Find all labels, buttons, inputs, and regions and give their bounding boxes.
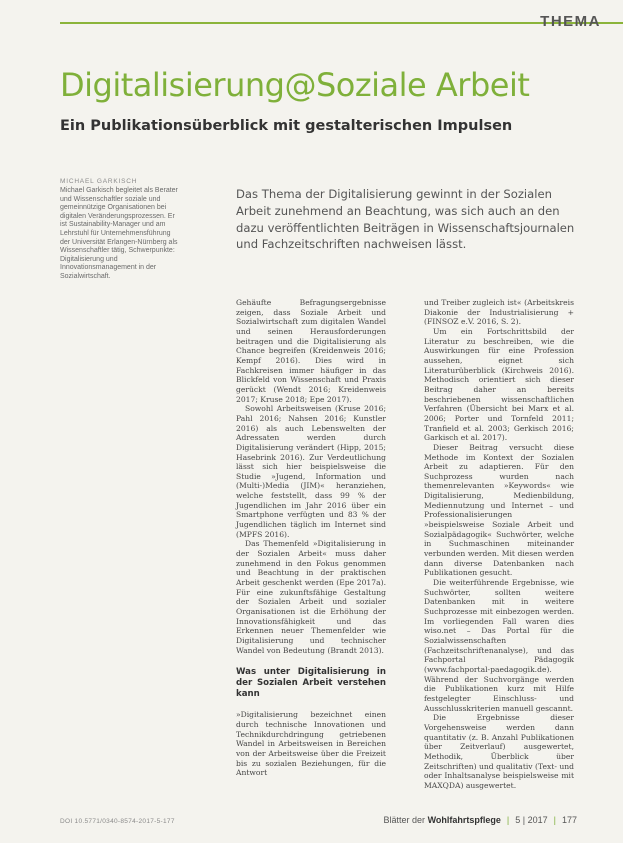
section-heading: Was unter Digitalisierung in der Sozialen Arbeit verstehen kann — [236, 667, 386, 700]
footer-separator: | — [506, 815, 510, 825]
body-paragraph: Die Ergebnisse dieser Vorgehensweise werden dann quantitativ (z. B. Anzahl Publikationen über Zeitverlauf) ausgewertet, Methodik, Überblick über Zeitschriften) und qualitativ (Text- und oder Inhaltsanalyse beispielsweise mit MAXQDA) ausgewertet. — [424, 713, 574, 790]
body-paragraph: Dieser Beitrag versucht diese Methode im Kontext der Sozialen Arbeit zu adaptieren. Für den Suchprozess wurden nach themenrelevanten »Keywords« wie Digitalisierung, Medienbildung, Mediennutzung und Internet – und Professionalisierungen »beispielsweise Soziale Arbeit und Sozialpädagogik« Suchwörter, welche in Suchmaschinen miteinander verbunden werden. Mit diesen werden dann diverse Datenbanken nach Publikationen gesucht. — [424, 442, 574, 578]
section-tag: THEMA — [540, 13, 601, 30]
body-paragraph: und Treiber zugleich ist« (Arbeitskreis Diakonie der Industrialisierung + (FINSOZ e.V. 2016, S. 2). — [424, 298, 574, 327]
body-column-1 — [236, 298, 386, 778]
article-title: Digitalisierung@Soziale Arbeit — [60, 66, 530, 104]
page-number: 177 — [561, 815, 577, 825]
body-paragraph: Sowohl Arbeitsweisen (Kruse 2016; Pahl 2016; Nahsen 2016; Kunstler 2016) als auch Lebenswelten der Adressaten werden durch Digitalisierung verändert (Hipp, 2015; Hasebrink 2016). Zur Verdeutlichung lässt sich hier beispielsweise die Studie »Jugend, Information und (Multi-)Media (JIM)« heranziehen, welche feststellt, dass 99 % der Jugendlichen im Jahr 2016 über ein Smartphone verfügten und 83 % der Jugendlichen täglich im Internet sind (MPFS 2016). — [236, 404, 386, 539]
article-subtitle: Ein Publikationsüberblick mit gestalterischen Impulsen — [60, 118, 513, 134]
author-name: MICHAEL GARKISCH — [60, 178, 138, 185]
author-bio: Michael Garkisch begleitet als Berater und Wissenschaftler soziale und gemeinnützige Organisationen bei digitalen Veränderungsprozessen. Er ist Sustainability-Manager und am Lehrstuhl für Unternehmensführung der Universität Erlangen-Nürnberg als Wissenschaftler tätig, Schwerpunkte: Digitalisierung und Innovationsmanagement in der Sozialwirtschaft. — [60, 187, 178, 280]
body-paragraph: »Digitalisierung bezeichnet einen durch technische Innovationen und Technikdurchdringung getriebenen Wandel in Arbeitsweisen in Bereichen von der Arbeitsweise über die Freizeit bis zu sozialen Beziehungen, für die Antwort — [236, 710, 386, 778]
lead-paragraph: Das Thema der Digitalisierung gewinnt in der Sozialen Arbeit zunehmend an Beachtung, was sich auch an den dazu veröffentlichten Beiträgen in Wissenschaftsjournalen und Fachzeitschriften nachweisen lässt. — [236, 187, 575, 252]
magazine-name: Wohlfahrtspflege — [427, 815, 501, 825]
body-paragraph: Um ein Fortschrittsbild der Literatur zu beschreiben, wie die Auswirkungen für eine Profession aussehen, eignet sich Literaturüberblick (Kirchweis 2016). Methodisch orientiert sich dieser Beitrag daher an bereits beschriebenen wissenschaftlichen Verfahren (Übersicht bei Marx et al. 2006; Porter und Tornfeld 2011; Tranfield et al. 2003; Gerkisch 2016; Garkisch et al. 2017). — [424, 326, 574, 443]
body-column-2 — [424, 298, 574, 790]
footer-separator: | — [553, 815, 556, 825]
body-paragraph: Das Themenfeld »Digitalisierung in der Sozialen Arbeit« muss daher zunehmend in den Fokus genommen und Beachtung in der praktischen Arbeit geschenkt werden (Epe 2017a). Für eine zukunftsfähige Gestaltung der Sozialen Arbeit und sozialer Organisationen ist die Erhöhung der Innovationsfähigkeit und das Erkennen neuer Themenfelder wie Digitalisierung und technischer Wandel von Bedeutung (Brandt 2013). — [236, 539, 386, 655]
magazine-prefix: Blätter der — [383, 815, 428, 825]
doi-reference: DOI 10.5771/0340-8574-2017-5-177 — [60, 818, 175, 825]
footer-magazine-info — [384, 815, 577, 825]
body-paragraph: Die weiterführende Ergebnisse, wie Suchwörter, sollten weitere Datenbanken mit in weitere Suchprozesse mit einbezogen werden. Im vorliegenden Fall waren dies wiso.net – Das Portal für die Sozialwissenschaften (Fachzeitschriftenanalyse), und das Fachportal Pädagogik (www.fachportal-paedagogik.de). Während der Suchvorgänge werden die Publikationen kurz mit Hilfe festgelegter Einschluss- und Ausschlusskriterien manuell gescannt. — [424, 578, 574, 713]
issue-number: 5 | 2017 — [515, 815, 548, 825]
header-rule — [60, 22, 623, 24]
body-paragraph: Gehäufte Befragungsergebnisse zeigen, dass Soziale Arbeit und Sozialwirtschaft zum digitalen Wandel und seinen Herausforderungen beitragen und die Digitalisierung als Chance begreifen (Kreidenweis 2016; Kempf 2016). Dies wird in Fachkreisen immer häufiger in das Blickfeld von Wissenschaft und Praxis gerückt (Wendt 2016; Kreidenweis 2017; Kruse 2018; Epe 2017). — [236, 298, 386, 404]
